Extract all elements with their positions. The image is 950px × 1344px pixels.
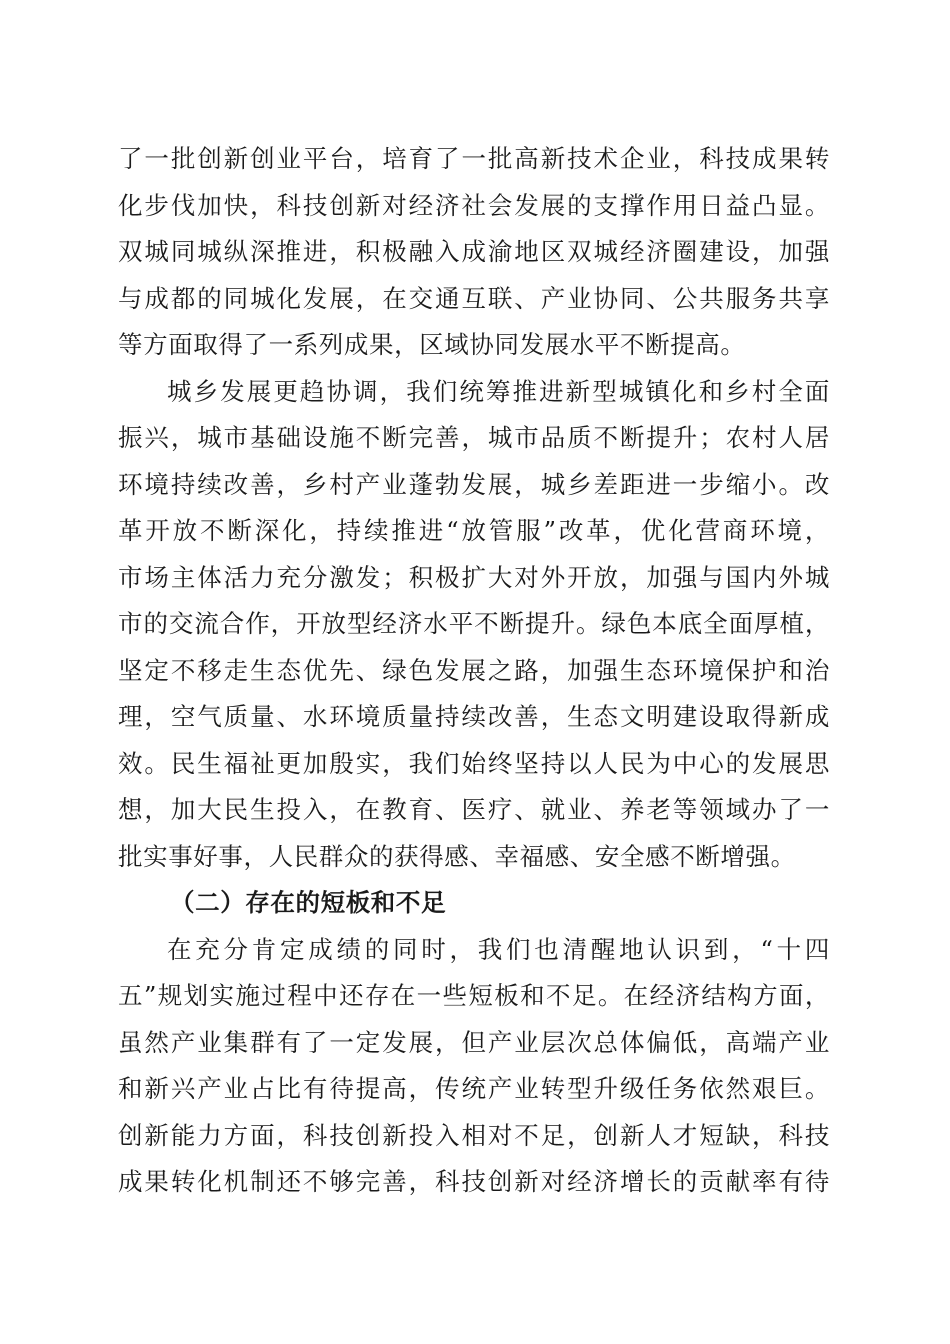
text-line: 振兴，城市基础设施不断完善，城市品质不断提升；农村人居 (118, 423, 830, 452)
text-line: 市的交流合作，开放型经济水平不断提升。绿色本底全面厚植， (118, 609, 830, 638)
text-line: 效。民生福祉更加殷实，我们始终坚持以人民为中心的发展思 (118, 748, 830, 778)
text-line: 了一批创新创业平台，培育了一批高新技术企业，科技成果转 (118, 144, 830, 173)
text-line: 坚定不移走生态优先、绿色发展之路，加强生态环境保护和治 (118, 655, 830, 685)
paragraph-first-line: 城乡发展更趋协调，我们统筹推进新型城镇化和乡村全面 (167, 376, 830, 406)
text-line: 成果转化机制还不够完善，科技创新对经济增长的贡献率有待 (118, 1167, 830, 1196)
paragraph-first-line: 在充分肯定成绩的同时，我们也清醒地认识到，“十四 (167, 934, 830, 964)
text-line: 虽然产业集群有了一定发展，但产业层次总体偏低，高端产业 (118, 1027, 830, 1057)
text-line: 双城同城纵深推进，积极融入成渝地区双城经济圈建设，加强 (118, 237, 830, 266)
section-heading: （二）存在的短板和不足 (170, 888, 447, 917)
text-line: 五”规划实施过程中还存在一些短板和不足。在经济结构方面， (118, 981, 830, 1010)
text-line: 等方面取得了一系列成果，区域协同发展水平不断提高。 (118, 330, 746, 359)
text-line: 创新能力方面，科技创新投入相对不足，创新人才短缺，科技 (118, 1120, 830, 1150)
text-line: 市场主体活力充分激发；积极扩大对外开放，加强与国内外城 (118, 562, 830, 592)
text-line: 革开放不断深化，持续推进“放管服”改革，优化营商环境， (118, 516, 830, 545)
document-body (118, 136, 830, 1206)
text-line: 批实事好事，人民群众的获得感、幸福感、安全感不断增强。 (118, 841, 796, 871)
text-line: 与成都的同城化发展，在交通互联、产业协同、公共服务共享 (118, 283, 830, 313)
text-line: 想，加大民生投入，在教育、医疗、就业、养老等领域办了一 (118, 795, 830, 824)
text-line: 环境持续改善，乡村产业蓬勃发展，城乡差距进一步缩小。改 (118, 469, 830, 499)
text-line: 和新兴产业占比有待提高，传统产业转型升级任务依然艰巨。 (118, 1074, 830, 1103)
text-line: 化步伐加快，科技创新对经济社会发展的支撑作用日益凸显。 (118, 190, 830, 220)
text-line: 理，空气质量、水环境质量持续改善，生态文明建设取得新成 (118, 702, 830, 731)
